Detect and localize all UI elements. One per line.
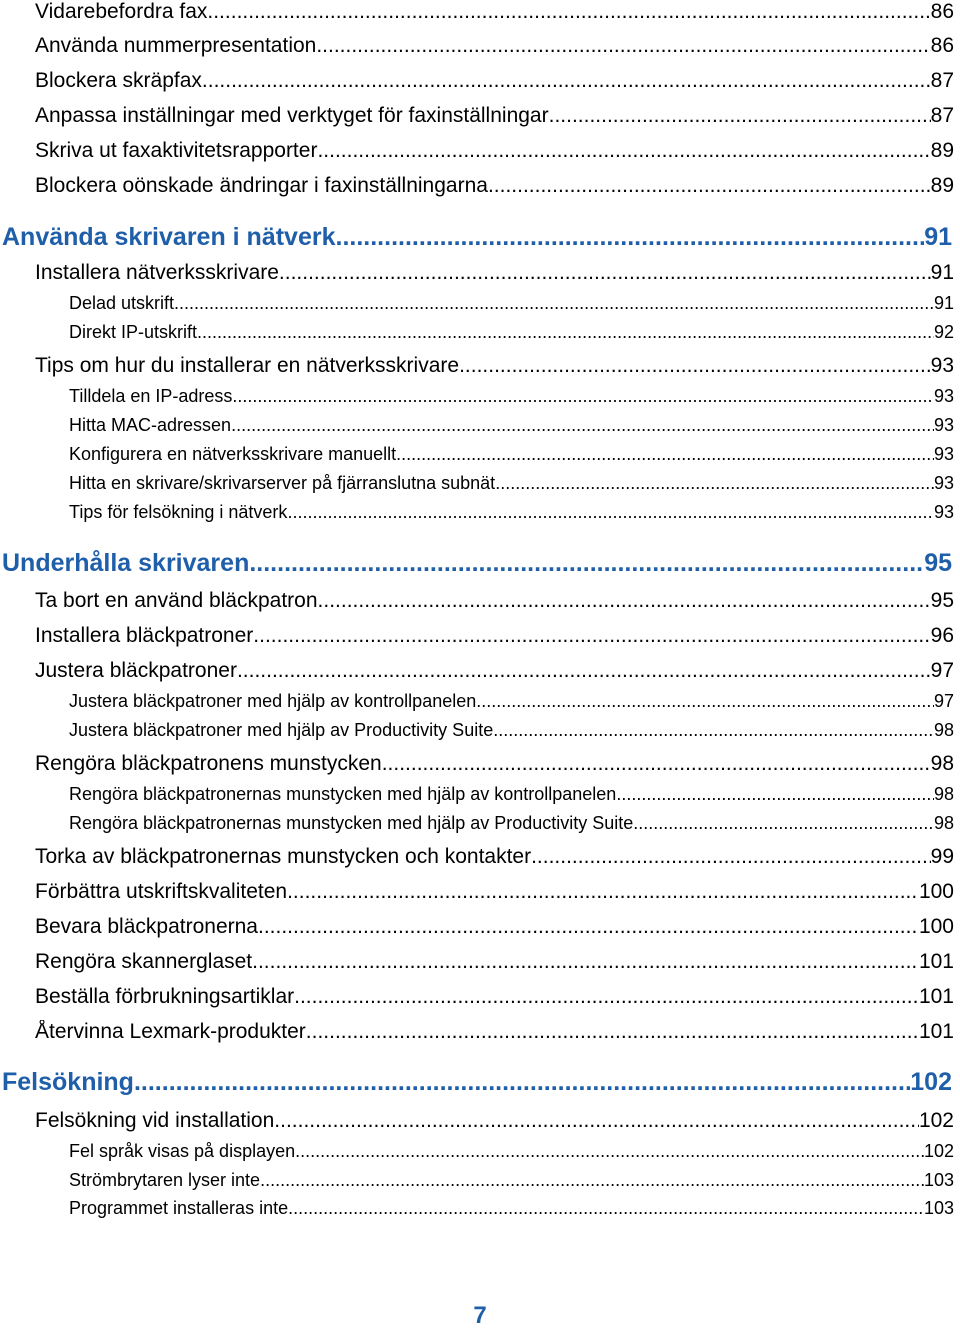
toc-leader-dots xyxy=(260,1170,924,1191)
toc-entry-page: 95 xyxy=(930,589,954,612)
toc-subentry[interactable] xyxy=(69,473,954,494)
toc-chapter-title: Använda skrivaren i nätverk xyxy=(2,223,336,251)
toc-leader-dots xyxy=(495,473,934,494)
toc-entry-page: 100 xyxy=(918,915,954,938)
toc-subentry-title: Konfigurera en nätverksskrivare manuellt xyxy=(69,444,397,464)
toc-leader-dots xyxy=(549,104,931,128)
toc-subentry-title: Fel språk visas på displayen xyxy=(69,1141,296,1161)
toc-entry-page: 100 xyxy=(918,880,954,903)
toc-subentry-page: 93 xyxy=(933,473,954,493)
toc-leader-dots xyxy=(316,34,930,58)
toc-subentry-title: Justera bläckpatroner med hjälp av Productivity Suite xyxy=(69,720,494,740)
toc-subentry-title: Rengöra bläckpatronernas munstycken med hjälp av Productivity Suite xyxy=(69,813,634,833)
toc-entry-title: Återvinna Lexmark-produkter xyxy=(35,1020,306,1043)
toc-subentry[interactable] xyxy=(69,1170,954,1191)
toc-subentry-page: 103 xyxy=(923,1170,954,1190)
toc-entry-page: 102 xyxy=(918,1109,954,1132)
toc-entry-title: Rengöra skannerglaset xyxy=(35,950,253,973)
toc-chapter-page: 95 xyxy=(924,549,952,577)
toc-entry-page: 86 xyxy=(930,0,954,23)
toc-leader-dots xyxy=(197,322,934,343)
toc-subentry[interactable] xyxy=(69,691,954,712)
toc-subentry-title: Programmet installeras inte xyxy=(69,1198,289,1218)
toc-leader-dots xyxy=(317,139,930,163)
toc-chapter-entry[interactable] xyxy=(2,549,952,578)
toc-entry[interactable] xyxy=(35,880,954,904)
toc-entry[interactable] xyxy=(35,261,954,285)
toc-entry-title: Torka av bläckpatronernas munstycken och kontakter xyxy=(35,845,532,868)
toc-leader-dots xyxy=(237,659,931,683)
toc-entry-page: 87 xyxy=(930,104,954,127)
toc-chapter-title: Felsökning xyxy=(2,1068,134,1096)
toc-leader-dots xyxy=(207,0,930,24)
toc-leader-dots xyxy=(174,293,934,314)
toc-entry-page: 98 xyxy=(930,752,954,775)
toc-entry-title: Blockera skräpfax xyxy=(35,69,202,92)
toc-subentry-page: 93 xyxy=(933,502,954,522)
toc-entry[interactable] xyxy=(35,624,954,648)
toc-leader-dots xyxy=(459,354,931,378)
toc-entry-page: 93 xyxy=(930,354,954,377)
toc-entry[interactable] xyxy=(35,104,954,128)
toc-subentry[interactable] xyxy=(69,502,954,523)
toc-subentry-page: 93 xyxy=(933,444,954,464)
toc-subentry[interactable] xyxy=(69,322,954,343)
toc-subentry[interactable] xyxy=(69,813,954,834)
toc-subentry[interactable] xyxy=(69,386,954,407)
toc-subentry-title: Tips för felsökning i nätverk xyxy=(69,502,288,522)
toc-entry-page: 99 xyxy=(930,845,954,868)
toc-entry[interactable] xyxy=(35,34,954,58)
toc-entry-page: 97 xyxy=(930,659,954,682)
toc-entry-title: Använda nummerpresentation xyxy=(35,34,317,57)
toc-subentry-title: Direkt IP-utskrift xyxy=(69,322,198,342)
toc-leader-dots xyxy=(274,1109,919,1133)
toc-subentry[interactable] xyxy=(69,1198,954,1219)
toc-entry-title: Vidarebefordra fax xyxy=(35,0,208,23)
toc-chapter-title: Underhålla skrivaren xyxy=(2,549,250,577)
toc-entry-page: 101 xyxy=(918,950,954,973)
toc-leader-dots xyxy=(306,1020,919,1044)
toc-subentry-page: 91 xyxy=(933,293,954,313)
toc-subentry[interactable] xyxy=(69,293,954,314)
toc-entry[interactable] xyxy=(35,985,954,1009)
toc-subentry[interactable] xyxy=(69,415,954,436)
toc-leader-dots xyxy=(202,69,931,93)
toc-entry-page: 101 xyxy=(918,1020,954,1043)
toc-leader-dots xyxy=(531,845,931,869)
toc-subentry-page: 92 xyxy=(933,322,954,342)
toc-entry-title: Bevara bläckpatronerna xyxy=(35,915,258,938)
toc-entry-page: 101 xyxy=(918,985,954,1008)
toc-entry-page: 89 xyxy=(930,174,954,197)
toc-entry[interactable] xyxy=(35,845,954,869)
toc-leader-dots xyxy=(476,691,934,712)
toc-leader-dots xyxy=(488,174,931,198)
toc-subentry[interactable] xyxy=(69,1141,954,1162)
toc-entry-title: Installera nätverksskrivare xyxy=(35,261,279,284)
toc-subentry[interactable] xyxy=(69,784,954,805)
toc-leader-dots xyxy=(336,223,925,252)
toc-leader-dots xyxy=(249,549,924,578)
toc-entry-title: Blockera oönskade ändringar i faxinställningarna xyxy=(35,174,488,197)
toc-entry-page: 91 xyxy=(930,261,954,284)
page-number: 7 xyxy=(473,1302,487,1329)
toc-entry-title: Ta bort en använd bläckpatron xyxy=(35,589,318,612)
toc-leader-dots xyxy=(287,880,919,904)
toc-leader-dots xyxy=(134,1068,910,1097)
toc-subentry-title: Delad utskrift xyxy=(69,293,175,313)
toc-leader-dots xyxy=(396,444,934,465)
toc-subentry-page: 102 xyxy=(923,1141,954,1161)
toc-leader-dots xyxy=(295,1141,924,1162)
toc-leader-dots xyxy=(252,950,919,974)
toc-entry[interactable] xyxy=(35,0,954,24)
toc-entry[interactable] xyxy=(35,1109,954,1133)
toc-entry[interactable] xyxy=(35,659,954,683)
toc-leader-dots xyxy=(318,589,931,613)
toc-leader-dots xyxy=(633,813,934,834)
toc-chapter-entry[interactable] xyxy=(2,223,952,252)
toc-subentry-title: Hitta en skrivare/skrivarserver på fjärranslutna subnät xyxy=(69,473,496,493)
toc-subentry-title: Hitta MAC-adressen xyxy=(69,415,232,435)
toc-leader-dots xyxy=(294,985,919,1009)
toc-leader-dots xyxy=(253,624,930,648)
toc-entry[interactable] xyxy=(35,1020,954,1044)
toc-entry-title: Beställa förbrukningsartiklar xyxy=(35,985,295,1008)
toc-entry-title: Felsökning vid installation xyxy=(35,1109,275,1132)
toc-entry-title: Tips om hur du installerar en nätverksskrivare xyxy=(35,354,460,377)
toc-entry-page: 89 xyxy=(930,139,954,162)
toc-entry[interactable] xyxy=(35,174,954,198)
toc-leader-dots xyxy=(287,502,934,523)
toc-entry[interactable] xyxy=(35,950,954,974)
toc-entry[interactable] xyxy=(35,589,954,613)
toc-leader-dots xyxy=(258,915,919,939)
toc-entry-title: Justera bläckpatroner xyxy=(35,659,237,682)
toc-leader-dots xyxy=(232,386,934,407)
toc-leader-dots xyxy=(279,261,931,285)
toc-entry-page: 86 xyxy=(930,34,954,57)
toc-subentry-title: Rengöra bläckpatronernas munstycken med hjälp av kontrollpanelen xyxy=(69,784,617,804)
toc-entry-title: Anpassa inställningar med verktyget för faxinställningar xyxy=(35,104,549,127)
toc-entry-title: Rengöra bläckpatronens munstycken xyxy=(35,752,382,775)
toc-entry-page: 87 xyxy=(930,69,954,92)
toc-leader-dots xyxy=(231,415,934,436)
toc-leader-dots xyxy=(382,752,931,776)
toc-subentry-page: 98 xyxy=(933,813,954,833)
toc-subentry-page: 98 xyxy=(933,720,954,740)
toc-entry[interactable] xyxy=(35,69,954,93)
toc-entry-page: 96 xyxy=(930,624,954,647)
toc-leader-dots xyxy=(288,1198,924,1219)
toc-entry-title: Förbättra utskriftskvaliteten xyxy=(35,880,288,903)
toc-entry[interactable] xyxy=(35,139,954,163)
toc-subentry-title: Justera bläckpatroner med hjälp av kontrollpanelen xyxy=(69,691,477,711)
toc-entry[interactable] xyxy=(35,354,954,378)
toc-entry-title: Skriva ut faxaktivitetsrapporter xyxy=(35,139,318,162)
toc-subentry-page: 93 xyxy=(933,386,954,406)
toc-subentry-title: Tilldela en IP-adress xyxy=(69,386,233,406)
toc-subentry-page: 98 xyxy=(933,784,954,804)
toc-subentry-page: 97 xyxy=(933,691,954,711)
toc-subentry-page: 93 xyxy=(933,415,954,435)
toc-subentry-title: Strömbrytaren lyser inte xyxy=(69,1170,261,1190)
toc-entry[interactable] xyxy=(35,752,954,776)
toc-entry-title: Installera bläckpatroner xyxy=(35,624,254,647)
toc-leader-dots xyxy=(616,784,934,805)
toc-subentry[interactable] xyxy=(69,444,954,465)
toc-chapter-page: 102 xyxy=(910,1068,952,1096)
toc-chapter-entry[interactable] xyxy=(2,1068,952,1097)
toc-chapter-page: 91 xyxy=(924,223,952,251)
toc-subentry[interactable] xyxy=(69,720,954,741)
toc-entry[interactable] xyxy=(35,915,954,939)
toc-subentry-page: 103 xyxy=(923,1198,954,1218)
toc-leader-dots xyxy=(493,720,934,741)
